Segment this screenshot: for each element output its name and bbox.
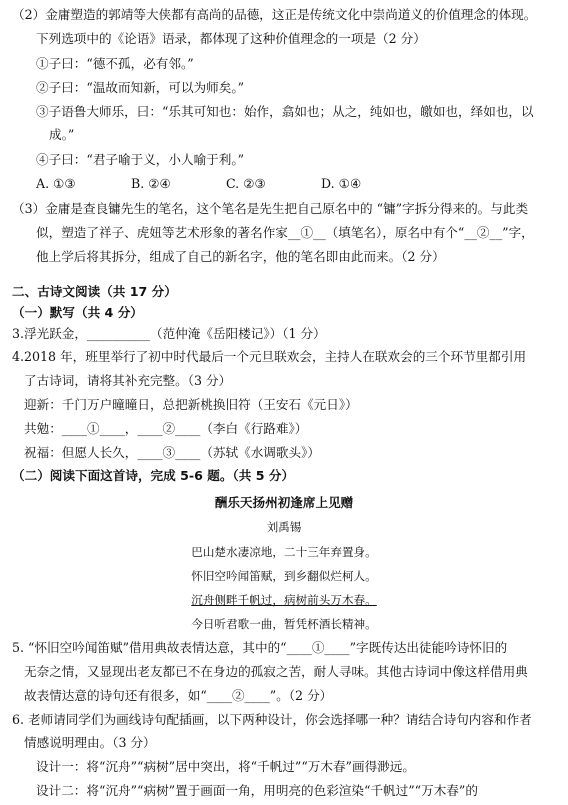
q3-line2: 似，塑造了祥子、虎妞等艺术形象的著名作家__①__（填笔名），原名中有个“__②__”字，: [36, 225, 534, 240]
q5-blank-2[interactable]: ____②____: [206, 688, 270, 703]
poem-line-3-underlined: 沉舟侧畔千帆过，病树前头万木春。: [191, 593, 377, 607]
design-one: 设计一：将“沉舟”“病树”居中突出，将“千帆过”“万木春”画得渺远。: [36, 759, 415, 774]
q6-line2: 情感说明理由。（3 分）: [24, 735, 156, 750]
q3-blank-1[interactable]: __①__: [287, 225, 326, 240]
q2-line2: 下列选项中的《论语》语录，都体现了这种价值理念的一项是（2 分）: [36, 31, 426, 46]
q5-line2: 无奈之情，又显现出老友都已不在身边的孤寂之苦，耐人寻味。其他古诗词中像这样借用典: [24, 664, 528, 679]
q2-line1: （2）金庸塑造的郭靖等大侠都有高尚的品德，这正是传统文化中崇尚道义的价值理念的体现。: [12, 7, 537, 22]
q4-line1: 4.2018 年，班里举行了初中时代最后一个元旦联欢会，主持人在联欢会的三个环节里都引用: [12, 349, 527, 364]
choice-c: C. ②③: [226, 176, 266, 191]
choice-b: B. ②④: [131, 176, 171, 191]
encourage-blank-2[interactable]: ____②____: [137, 421, 201, 436]
q5-line1: 5. “怀旧空吟闻笛赋”借用典故表情达意，其中的“____①____”字既传达出徒能吟诗怀旧的: [12, 640, 508, 655]
q2-option3a: ③子语鲁大师乐，曰：“乐其可知也：始作，翕如也；从之，纯如也，皦如也，绎如也，以: [36, 104, 534, 119]
q6-line1: 6. 老师请同学们为画线诗句配插画，以下两种设计，你会选择哪一种？请结合诗句内容和作者: [12, 712, 532, 727]
q3-line3: 他上学后将其拆分，组成了自己的新名字，他的笔名即由此而来。（2 分）: [36, 249, 445, 264]
wish-line: 祝福：但愿人长久，____③____（苏轼《水调歌头》）: [24, 445, 320, 460]
q4-line2: 了古诗词，请将其补充完整。（3 分）: [24, 373, 232, 388]
poem-author: 刘禹锡: [266, 520, 302, 534]
encourage-blank-1[interactable]: ____①____: [61, 421, 125, 436]
part-two-title: （二）阅读下面这首诗，完成 5-6 题。（共 5 分）: [12, 468, 295, 483]
section-title: 二、古诗文阅读（共 17 分）: [12, 284, 177, 299]
poem-line-4: 今日听君歌一曲，暂凭杯酒长精神。: [191, 617, 377, 631]
design-two: 设计二：将“沉舟”“病树”置于画面一角，用明亮的色彩渲染“千帆过”“万木春”的: [36, 783, 478, 798]
q5-line3: 故表情达意的诗句还有很多，如“____②____”。（2 分）: [24, 688, 333, 703]
part-one-title: （一）默写（共 4 分）: [12, 305, 143, 320]
choice-d: D. ①④: [321, 176, 362, 191]
choice-a: A. ①③: [36, 176, 76, 191]
encourage-line: 共勉：____①____，____②____（李白《行路难》）: [24, 421, 308, 436]
poem-title: 酬乐天扬州初逢席上见赠: [214, 495, 354, 510]
q3-dictation: 3.浮光跃金，__________（范仲淹《岳阳楼记》）（1 分）: [12, 326, 326, 341]
q2-option2: ②子曰：“温故而知新，可以为师矣。”: [36, 80, 245, 95]
q2-option4: ④子曰：“君子喻于义，小人喻于利。”: [36, 152, 245, 167]
q3-dictation-blank[interactable]: __________: [87, 326, 150, 341]
poem-line-3: [0, 592, 568, 608]
welcome-line: 迎新：千门万户曈曈日，总把新桃换旧符（王安石《元日》）: [24, 397, 358, 412]
poem-line-1: 巴山楚水凄凉地，二十三年弃置身。: [191, 545, 377, 559]
q5-blank-1[interactable]: ____①____: [286, 640, 350, 655]
q3-line1: （3）金庸是查良镛先生的笔名，这个笔名是先生把自己原名中的 “镛”字拆分得来的。与此类: [12, 201, 529, 216]
wish-blank[interactable]: ____③____: [137, 445, 201, 460]
q2-option1: ①子曰：“德不孤，必有邻。”: [36, 56, 194, 71]
q2-option3b: 成。”: [49, 127, 75, 142]
q3-blank-2[interactable]: __②__: [464, 225, 503, 240]
poem-line-2: 怀旧空吟闻笛赋，到乡翻似烂柯人。: [191, 569, 377, 583]
